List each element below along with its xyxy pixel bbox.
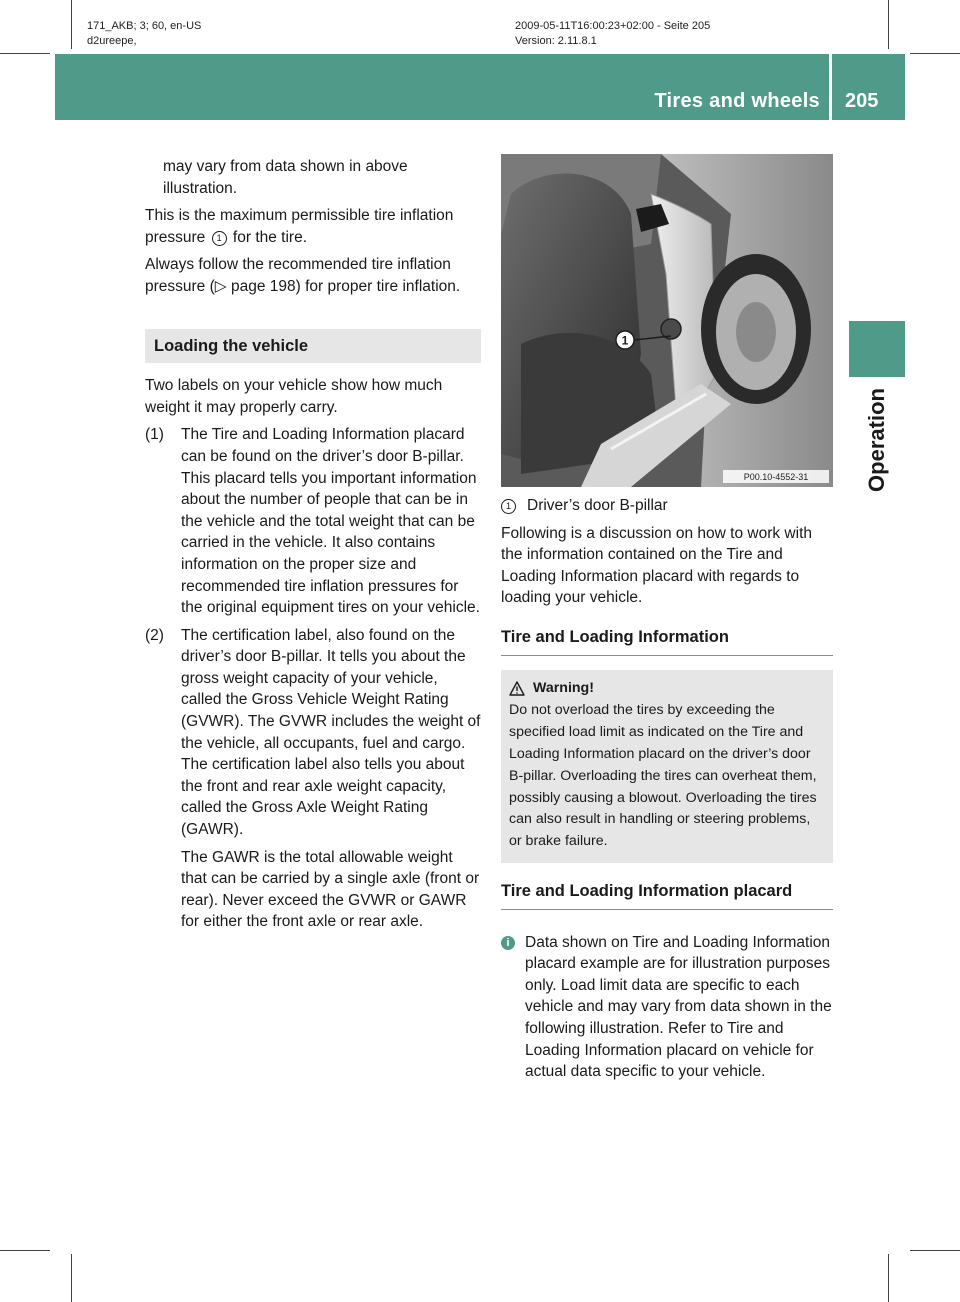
- paragraph-following: Following is a discussion on how to work with the information contained on the Tire and Loading Information placard with regards to loading your vehicle.: [501, 524, 812, 607]
- paragraph-gawr: The GAWR is the total allowable weight that can be carried by a single axle (front or rear). Never exceed the GVWR or GAWR for either the front axle or rear axle.: [181, 848, 480, 931]
- paragraph-two-labels: Two labels on your vehicle show how much weight it may properly carry.: [145, 377, 443, 416]
- item-text: The Tire and Loading Information placard can be found on the driver’s door B-pillar. This placard tells you important information about the number of people that can be in the vehicle and the total weight that can be carried in the vehicle. It also contains information on the proper size and recommended tire inflation pressures for the original equipment tires on your vehicle.: [181, 426, 480, 617]
- figure-code: P00.10-4552-31: [743, 472, 809, 482]
- paragraph-continuation: may vary from data shown in above illustration.: [163, 158, 408, 197]
- left-column: [145, 156, 481, 939]
- info-icon: i: [501, 936, 515, 950]
- crop-mark: [910, 1250, 960, 1251]
- warning-triangle-icon: [509, 681, 525, 696]
- item-number: (1): [145, 426, 164, 444]
- callout-marker: 1: [212, 231, 227, 246]
- side-section-label: Operation: [864, 388, 889, 492]
- meta-file-info: [87, 19, 201, 49]
- figure-caption: [501, 495, 833, 517]
- crop-mark: [71, 1254, 72, 1302]
- caption-text: Driver’s door B-pillar: [527, 497, 668, 514]
- meta-line: 171_AKB; 3; 60, en-US: [87, 20, 202, 32]
- warning-text: Do not overload the tires by exceeding the specified load limit as indicated on the Tire and Loading Information placard on the driver’s door B-pillar. Overloading the tires can overheat them, possibly causing a blowout. Overloading the tires can also result in handling or steering problems, or brake failure.: [509, 702, 817, 850]
- meta-line: 2009-05-11T16:00:23+02:00 - Seite 205: [515, 20, 711, 32]
- subheading-loading: Loading the vehicle: [145, 329, 481, 364]
- side-tab-marker: [849, 321, 905, 377]
- paragraph-follow: Always follow the recommended tire inflation pressure (▷ page 198) for proper tire inflation.: [145, 256, 461, 295]
- header-separator: [829, 54, 832, 120]
- text: This is the maximum permissible tire inflation pressure: [145, 207, 454, 246]
- numbered-item: [145, 424, 481, 618]
- info-text: Data shown on Tire and Loading Information placard example are for illustration purposes only. Load limit data are specific to each vehicle and may vary from data shown in the following illustration. Refer to Tire and Loading Information placard on vehicle for actual data specific to your vehicle.: [525, 933, 832, 1081]
- text: for the tire.: [228, 228, 308, 246]
- warning-header: [509, 678, 825, 700]
- right-column: [501, 495, 833, 1083]
- crop-mark: [888, 1254, 889, 1302]
- info-note: [501, 932, 833, 1083]
- crop-mark: [0, 53, 50, 54]
- chapter-title: Tires and wheels: [654, 90, 820, 112]
- warning-box: [501, 670, 833, 863]
- item-number: (2): [145, 626, 164, 644]
- crop-mark: [71, 0, 72, 49]
- warning-title: Warning!: [533, 679, 594, 696]
- car-door-illustration: [501, 154, 833, 487]
- paragraph-max-pressure: [145, 205, 481, 248]
- section-heading-tire-loading: Tire and Loading Information: [501, 627, 833, 656]
- numbered-item: [145, 625, 481, 841]
- page-number: 205: [845, 90, 879, 112]
- section-heading-placard: Tire and Loading Information placard: [501, 881, 833, 910]
- callout-marker: 1: [501, 499, 516, 514]
- crop-mark: [910, 53, 960, 54]
- crop-mark: [0, 1250, 50, 1251]
- meta-version-info: [515, 19, 710, 49]
- meta-line: Version: 2.11.8.1: [515, 35, 597, 47]
- meta-line: d2ureepe,: [87, 35, 137, 47]
- figure-callout: 1: [621, 333, 629, 348]
- crop-mark: [888, 0, 889, 49]
- figure-door-b-pillar: [501, 154, 833, 487]
- item-text: The certification label, also found on the driver’s door B-pillar. It tells you about the gross weight capacity of your vehicle, called the Gross Vehicle Weight Rating (GVWR). The GVWR includes the weight of the vehicle, all occupants, fuel and cargo. The certification label also tells you about the front and rear axle weight capacity, called the Gross Axle Weight Rating (GAWR).: [181, 626, 481, 839]
